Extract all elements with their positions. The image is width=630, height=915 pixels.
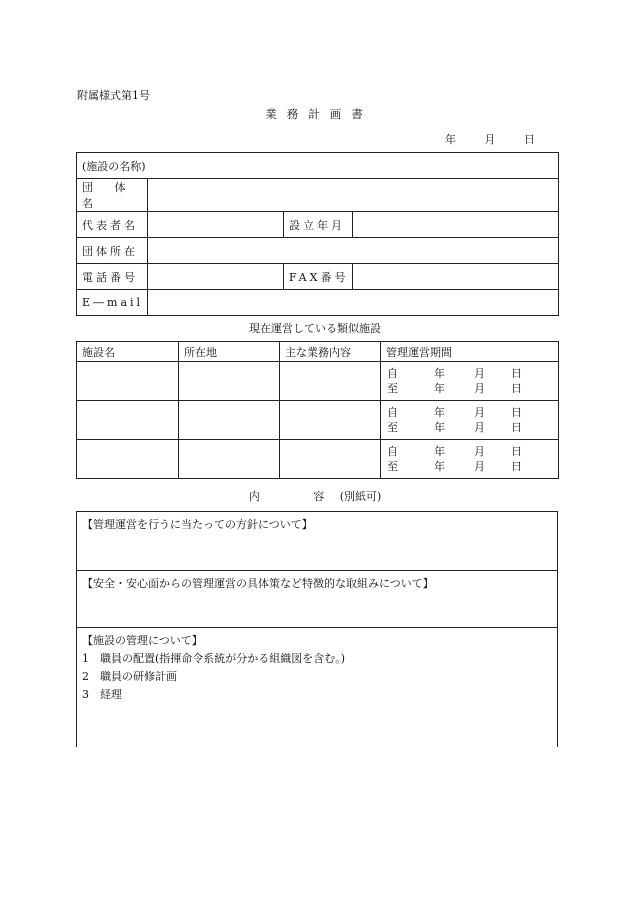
representative-field[interactable] <box>148 212 284 238</box>
content-heading <box>0 488 630 504</box>
column-header: 施設名 <box>77 342 179 362</box>
org-name-label: 団 体 名 <box>77 179 148 212</box>
email-label: E―mail <box>77 290 148 316</box>
management-section-title: 【施設の管理について】 <box>82 634 203 647</box>
table-row <box>77 401 559 440</box>
document-title: 業務計画書 <box>265 107 373 121</box>
facility-name-cell[interactable] <box>77 362 179 401</box>
column-header: 管理運営期間 <box>381 342 559 362</box>
location-cell[interactable] <box>179 362 280 401</box>
date-line <box>445 131 535 147</box>
basic-info-table <box>76 152 559 316</box>
content-heading-part2: 容 <box>313 490 325 503</box>
list-item: 3 経理 <box>82 688 122 701</box>
phone-field[interactable] <box>148 264 284 290</box>
date-day-label: 日 <box>524 133 535 146</box>
period-from-line: 自 年 月 日 <box>387 367 522 380</box>
column-header: 所在地 <box>179 342 280 362</box>
established-field[interactable] <box>353 212 559 238</box>
facility-name-cell[interactable] <box>77 440 179 479</box>
similar-facilities-table <box>76 341 559 479</box>
period-to-line: 至 年 月 日 <box>387 460 522 473</box>
content-heading-note: (別紙可) <box>339 490 382 503</box>
business-cell[interactable] <box>280 401 381 440</box>
date-year-label: 年 <box>445 133 456 146</box>
period-to-line: 至 年 月 日 <box>387 421 522 434</box>
period-to-line: 至 年 月 日 <box>387 382 522 395</box>
business-cell[interactable] <box>280 440 381 479</box>
table-row <box>77 362 559 401</box>
content-heading-part1: 内 <box>248 490 260 503</box>
management-section[interactable] <box>77 628 557 748</box>
location-cell[interactable] <box>179 440 280 479</box>
org-name-field[interactable] <box>148 179 559 212</box>
representative-label: 代表者名 <box>77 212 148 238</box>
address-field[interactable] <box>148 238 559 264</box>
phone-label: 電話番号 <box>77 264 148 290</box>
content-box <box>76 511 558 747</box>
period-cell[interactable] <box>381 440 559 479</box>
period-cell[interactable] <box>381 362 559 401</box>
fax-label: FAX番号 <box>284 264 353 290</box>
form-number: 附属様式第1号 <box>77 89 150 102</box>
policy-section-title: 【管理運営を行うに当たっての方針について】 <box>82 518 313 531</box>
fax-field[interactable] <box>353 264 559 290</box>
established-label: 設立年月 <box>284 212 353 238</box>
list-item: 1 職員の配置(指揮命令系統が分かる組織図を含む。) <box>82 652 346 665</box>
period-from-line: 自 年 月 日 <box>387 445 522 458</box>
safety-section-title: 【安全・安心面からの管理運営の具体策など特徴的な取組みについて】 <box>82 577 434 590</box>
location-cell[interactable] <box>179 401 280 440</box>
similar-facilities-heading: 現在運営している類似施設 <box>249 322 381 335</box>
policy-section[interactable] <box>77 512 557 571</box>
facility-name-cell[interactable] <box>77 401 179 440</box>
period-from-line: 自 年 月 日 <box>387 406 522 419</box>
list-item: 2 職員の研修計画 <box>82 670 177 683</box>
safety-section[interactable] <box>77 571 557 628</box>
email-field[interactable] <box>148 290 559 316</box>
period-cell[interactable] <box>381 401 559 440</box>
address-label: 団体所在 <box>77 238 148 264</box>
date-month-label: 月 <box>484 133 496 146</box>
column-header: 主な業務内容 <box>280 342 381 362</box>
business-cell[interactable] <box>280 362 381 401</box>
table-row <box>77 440 559 479</box>
facility-name-label: (施設の名称) <box>77 153 559 179</box>
